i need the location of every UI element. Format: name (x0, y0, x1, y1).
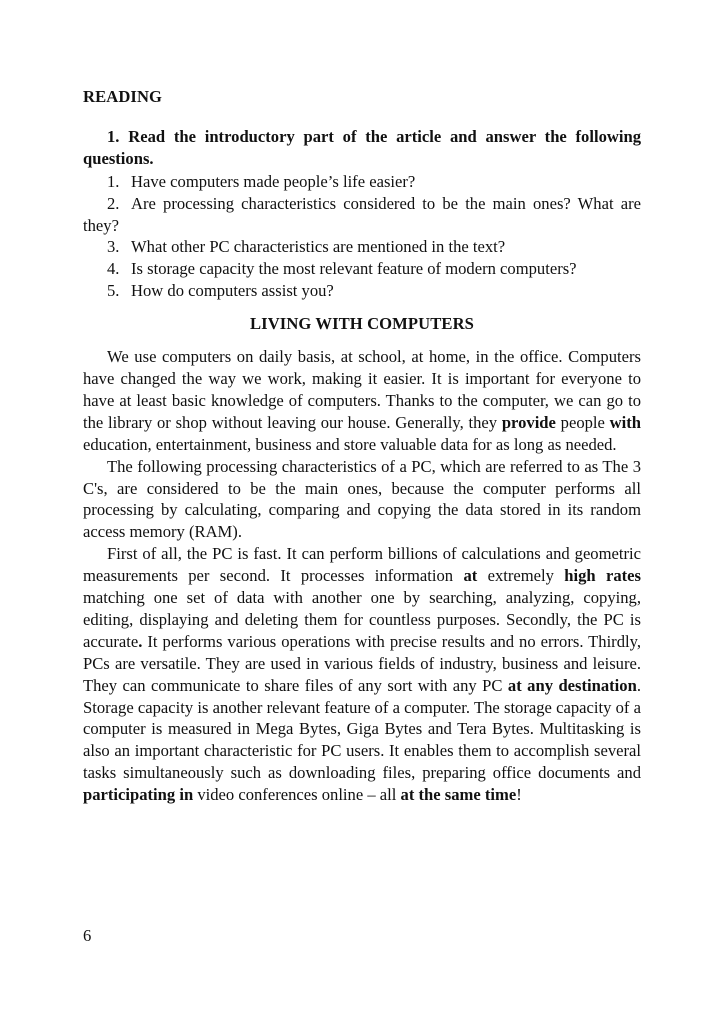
page-content (83, 86, 641, 806)
task-instruction (83, 126, 641, 170)
bold-phrase: high rates (564, 566, 642, 586)
article-paragraph-1 (83, 346, 641, 456)
paragraph-text: . Storage capacity is another relevant feature of a computer. The storage capacity of a computer is measured in Mega Bytes, Giga Bytes and Tera Bytes. Multitasking is also an important characteristic for PC users. It enables them to accomplish several tasks simultaneously such as downloading files, preparing office documents and (83, 675, 641, 783)
question-item (83, 193, 641, 237)
question-text: What other PC characteristics are mentioned in the text? (131, 237, 506, 257)
question-text: How do computers assist you? (131, 281, 334, 301)
question-number: 1. (107, 171, 120, 191)
question-item (83, 280, 641, 302)
section-heading: READING (83, 87, 163, 106)
bold-phrase: with (609, 412, 642, 432)
task-text: Read the introductory part of the article and answer the following questions. (83, 126, 641, 168)
article-paragraph-2: The following processing characteristics of a PC, which are referred to as The 3 C's, are considered to be the main ones, because the computer performs all processing by calculating, comparing and copying the data stored in its random access memory (RAM). (83, 456, 641, 542)
paragraph-text: extremely (477, 566, 565, 586)
question-text: Is storage capacity the most relevant feature of modern computers? (131, 259, 577, 279)
page-number: 6 (83, 926, 92, 945)
question-item (83, 236, 641, 258)
bold-phrase: participating in (83, 785, 194, 805)
task-number: 1. (107, 126, 120, 146)
bold-phrase: at any destination (507, 675, 637, 695)
paragraph-text: It performs various operations with precise results and no errors. Thirdly, PCs are versatile. They are used in various fields of industry, business and leisure. They can communicate to share files of any sort with any PC (83, 631, 641, 695)
paragraph-text: people (555, 412, 610, 432)
paragraph-text: We use computers on daily basis, at school, at home, in the office. Computers have changed the way we work, making it easier. It is important for everyone to have at least basic knowledge of computers. Thanks to the computer, we can go to the library or shop without leaving our house. Generally, they (83, 347, 641, 432)
paragraph-text: First of all, the PC is fast. It can perform billions of calculations and geometric measurements per second. It processes information (83, 544, 641, 586)
paragraph-text: ! (516, 785, 522, 805)
question-text: Are processing characteristics considered to be the main ones? What are they? (83, 193, 641, 235)
question-item (83, 258, 641, 280)
paragraph-text: education, entertainment, business and store valuable data for as long as needed. (83, 434, 617, 454)
bold-phrase: . (138, 631, 143, 651)
paragraph-text: matching one set of data with another one by searching, analyzing, copying, editing, displaying and deleting them for countless purposes. Secondly, the PC is accurate (83, 588, 641, 651)
question-number: 4. (107, 259, 120, 279)
question-number: 2. (107, 193, 120, 213)
article-title: LIVING WITH COMPUTERS (249, 314, 474, 334)
paragraph-text: video conferences online – all (193, 785, 401, 805)
question-number: 3. (107, 237, 120, 257)
question-text: Have computers made people’s life easier? (131, 171, 416, 191)
article-paragraph-3 (83, 543, 641, 806)
question-item (83, 171, 641, 193)
question-number: 5. (107, 281, 120, 301)
bold-phrase: at (463, 566, 478, 586)
question-list (83, 171, 641, 302)
bold-phrase: at the same time (400, 785, 517, 805)
bold-phrase: provide (501, 412, 556, 432)
